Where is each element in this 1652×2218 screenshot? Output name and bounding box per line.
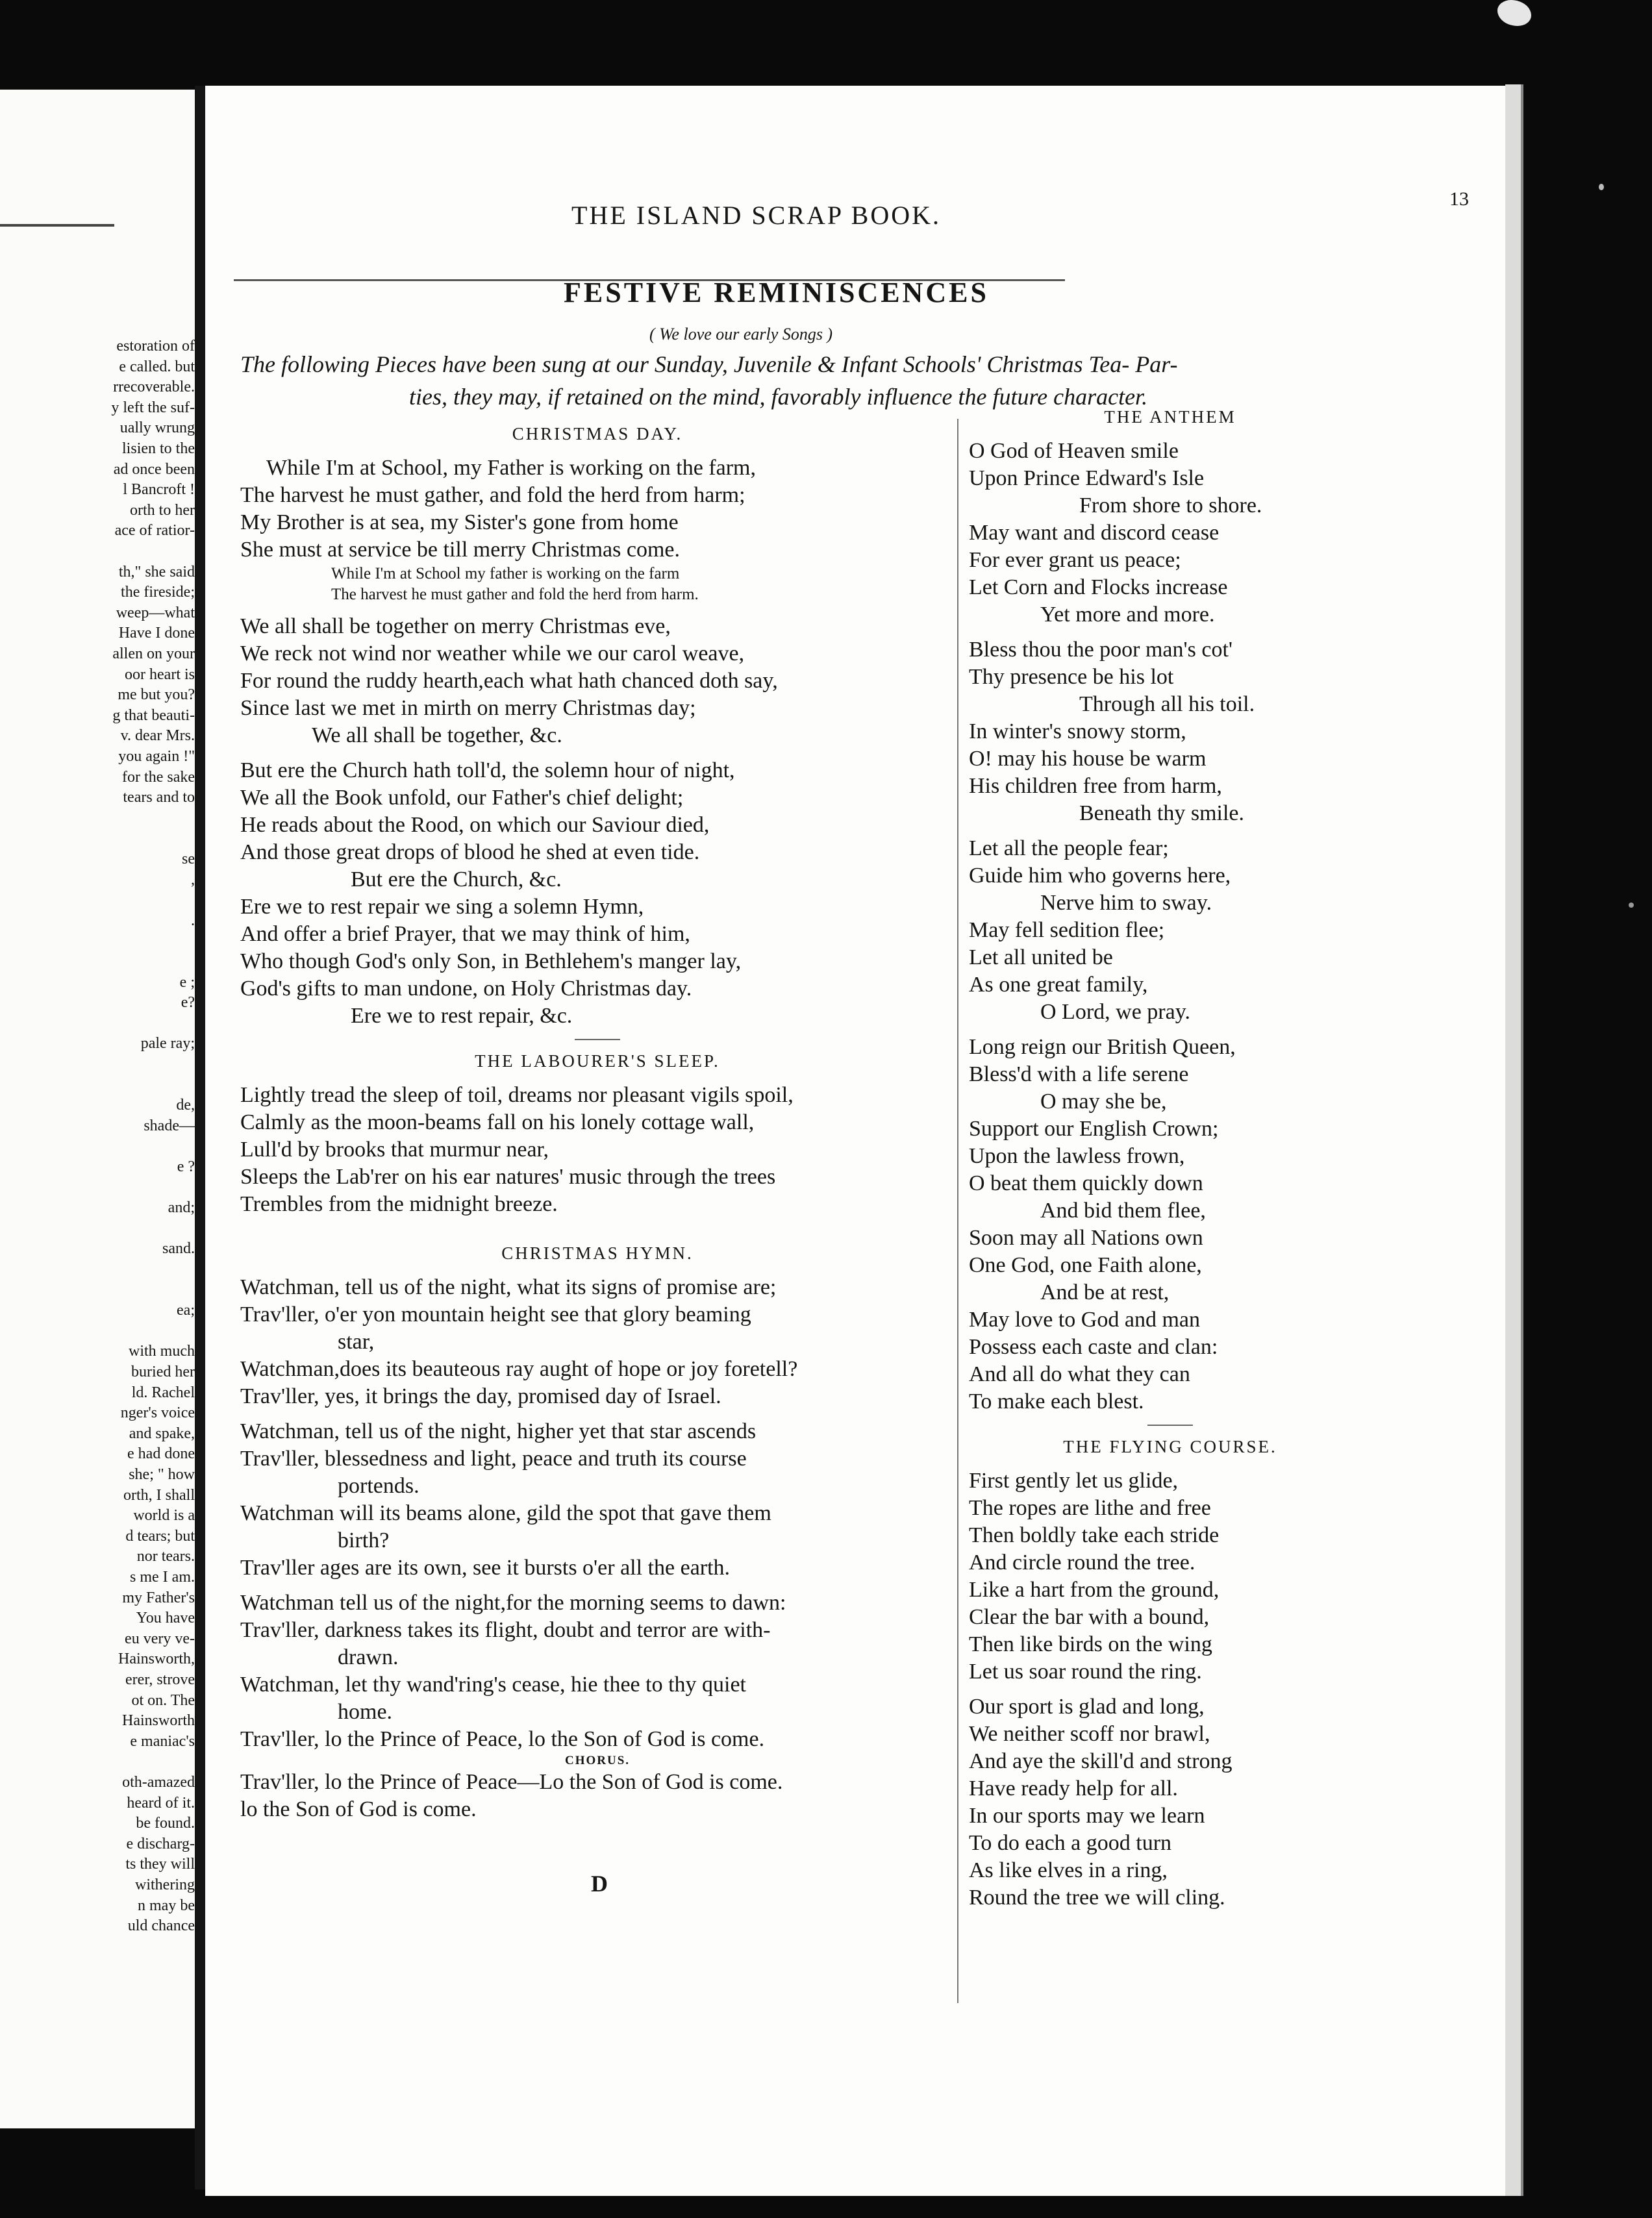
facing-page-line: heard of it. <box>127 1794 195 1812</box>
facing-page-line: Hainsworth, <box>118 1651 195 1668</box>
poem-refrain: But ere the Church, &c. <box>351 867 562 891</box>
poem-line-small: The harvest he must gather and fold the herd from harm. <box>331 586 699 603</box>
facing-page-line: ea; <box>177 1302 195 1319</box>
poem-line: He reads about the Rood, on which our Saviour died, <box>240 813 710 837</box>
chorus-label: CHORUS. <box>564 1754 631 1767</box>
poem-line: The harvest he must gather, and fold the herd from harm; <box>240 483 745 507</box>
facing-page-line: Hainsworth <box>122 1712 195 1730</box>
right-column <box>969 404 1371 1912</box>
poem-line: Who though God's only Son, in Bethlehem's manger lay, <box>240 949 742 973</box>
poem-line: Lull'd by brooks that murmur near, <box>240 1138 549 1162</box>
poem-line-indented: Nerve him to sway. <box>1040 891 1212 915</box>
poem-line: O! may his house be warm <box>969 747 1207 771</box>
poem-line: Trav'ller, lo the Prince of Peace—Lo the Son of God is come. <box>240 1770 783 1794</box>
poem-line: While I'm at School, my Father is working on the farm, <box>266 456 756 480</box>
poem-line: Trav'ller, o'er yon mountain height see that glory beaming <box>240 1302 751 1327</box>
facing-page-line: e? <box>181 994 195 1012</box>
facing-page-line: You have <box>136 1610 195 1627</box>
poem-line: His children free from harm, <box>969 774 1222 798</box>
facing-page-line: , <box>191 871 195 888</box>
poem-title-christmas-hymn: CHRISTMAS HYMN. <box>501 1243 694 1263</box>
page-number: 13 <box>1449 188 1469 210</box>
facing-page-line: allen on your <box>112 645 195 662</box>
intro-line-2: ties, they may, if retained on the mind, favorably influence the future character. <box>409 384 1148 410</box>
poem-line: And all do what they can <box>969 1362 1190 1386</box>
poem-line-continued: star, <box>338 1330 375 1354</box>
poem-line: And offer a brief Prayer, that we may think of him, <box>240 922 690 946</box>
poem-line: O God of Heaven smile <box>969 439 1179 463</box>
poem-line: We neither scoff nor brawl, <box>969 1722 1210 1746</box>
poem-line-small: While I'm at School my father is working on the farm <box>331 565 680 582</box>
poem-refrain: We all shall be together, &c. <box>312 723 562 747</box>
facing-page-line: e ; <box>179 973 195 991</box>
facing-page-line: for the sake <box>122 768 195 786</box>
facing-page-line: s me I am. <box>130 1569 195 1586</box>
poem-line: Trav'ller, yes, it brings the day, promised day of Israel. <box>240 1384 721 1408</box>
poem-line-indented: And be at rest, <box>1040 1280 1170 1304</box>
poem-line: And those great drops of blood he shed at even tide. <box>240 840 700 864</box>
poem-line: Guide him who governs here, <box>969 864 1231 888</box>
facing-page-line: ually wrung <box>119 419 195 437</box>
facing-page-line: be found. <box>136 1815 195 1832</box>
poem-line: For round the ruddy hearth,each what hath chanced doth say, <box>240 669 778 693</box>
facing-page-line: buried her <box>131 1364 195 1380</box>
speck-mark <box>1629 903 1634 908</box>
running-header: THE ISLAND SCRAP BOOK. <box>571 201 942 230</box>
facing-page-line: Have I done <box>118 625 195 642</box>
facing-page-line: world is a <box>133 1507 195 1525</box>
facing-page-line: ad once been <box>113 460 195 478</box>
poem-line: Watchman will its beams alone, gild the spot that gave them <box>240 1501 771 1525</box>
poem-line: Watchman, let thy wand'ring's cease, hie thee to thy quiet <box>240 1673 746 1697</box>
poem-line: One God, one Faith alone, <box>969 1253 1202 1277</box>
facing-page-line: e had done <box>127 1445 195 1463</box>
column-divider <box>957 419 958 2003</box>
poem-line: We all the Book unfold, our Father's chief delight; <box>240 786 684 810</box>
facing-page-line: me but you? <box>118 686 195 704</box>
facing-page-line: e maniac's <box>130 1732 195 1750</box>
poem-line: Possess each caste and clan: <box>969 1335 1218 1359</box>
poem-line: As one great family, <box>969 973 1148 997</box>
facing-page-line: se <box>182 851 195 867</box>
poem-line: O beat them quickly down <box>969 1171 1203 1195</box>
facing-page-line: ld. Rachel <box>131 1384 195 1401</box>
poem-line: Trav'ller, darkness takes its flight, doubt and terror are with- <box>240 1618 771 1642</box>
poem-line: Let Corn and Flocks increase <box>969 575 1228 599</box>
section-title: FESTIVE REMINISCENCES <box>564 277 989 308</box>
poem-line: She must at service be till merry Christmas come. <box>240 538 681 562</box>
facing-page-line: e ? <box>177 1158 195 1175</box>
poem-title-anthem: THE ANTHEM <box>1104 407 1236 427</box>
facing-page-line: e discharg- <box>126 1835 195 1852</box>
facing-page-line: . <box>191 912 195 929</box>
poem-line-continued: portends. <box>338 1474 419 1498</box>
poem-title-flying-course: THE FLYING COURSE. <box>1063 1437 1277 1456</box>
poem-line: The ropes are lithe and free <box>969 1496 1211 1520</box>
poem-line: Support our English Crown; <box>969 1117 1219 1141</box>
poem-line: May fell sedition flee; <box>969 918 1165 942</box>
facing-page-line: uld chance <box>127 1917 195 1935</box>
poem-line: Upon Prince Edward's Isle <box>969 466 1205 490</box>
poem-title-christmas-day: CHRISTMAS DAY. <box>512 424 683 443</box>
speck-mark <box>1599 184 1604 190</box>
facing-page-rule <box>0 224 114 227</box>
poem-line-indented: From shore to shore. <box>1079 493 1262 517</box>
poem-line: Our sport is glad and long, <box>969 1695 1205 1719</box>
poem-line: As like elves in a ring, <box>969 1858 1168 1882</box>
facing-page-line: nger's voice <box>120 1404 195 1422</box>
poem-refrain: Ere we to rest repair, &c. <box>351 1004 573 1028</box>
poem-line: First gently let us glide, <box>969 1469 1179 1493</box>
facing-page-line: and spake, <box>129 1425 195 1442</box>
poem-line: Trav'ller ages are its own, see it bursts o'er all the earth. <box>240 1556 731 1580</box>
facing-page-line: shade— <box>144 1117 195 1134</box>
facing-page-line: n may be <box>138 1897 195 1914</box>
poem-line: Watchman, tell us of the night, higher yet that star ascends <box>240 1419 757 1443</box>
poem-line: Ere we to rest repair we sing a solemn Hymn, <box>240 895 644 919</box>
poem-line: Let us soar round the ring. <box>969 1660 1202 1684</box>
page-edge <box>1505 84 1523 2196</box>
facing-page-line: tears and to <box>123 789 195 806</box>
facing-page-line: sand. <box>162 1240 195 1258</box>
facing-page-line: estoration of <box>116 338 195 355</box>
poem-line: Thy presence be his lot <box>969 665 1174 689</box>
poem-line: May love to God and man <box>969 1308 1200 1332</box>
facing-page-line: erer, strove <box>125 1671 195 1688</box>
poem-line: My Brother is at sea, my Sister's gone from home <box>240 510 679 534</box>
poem-line-indented: Yet more and more. <box>1040 603 1215 627</box>
poem-line: Watchman,does its beauteous ray aught of hope or joy foretell? <box>240 1357 798 1381</box>
facing-page-line: she; " how <box>129 1466 195 1483</box>
poem-line: To do each a good turn <box>969 1831 1172 1855</box>
poem-line: Round the tree we will cling. <box>969 1886 1225 1910</box>
poem-line: Trav'ller, lo the Prince of Peace, lo the Son of God is come. <box>240 1727 765 1751</box>
section-divider <box>1147 1425 1193 1426</box>
poem-line: Watchman tell us of the night,for the morning seems to dawn: <box>240 1591 786 1615</box>
facing-page-line: l Bancroft ! <box>123 481 195 499</box>
poem-line: Trembles from the midnight breeze. <box>240 1192 558 1216</box>
facing-page-line: v. dear Mrs. <box>120 727 195 745</box>
poem-line: Bless thou the poor man's cot' <box>969 638 1233 662</box>
poem-line: Since last we met in mirth on merry Christmas day; <box>240 696 696 720</box>
facing-page-line: weep—what <box>116 604 195 621</box>
poem-line-indented: And bid them flee, <box>1040 1199 1206 1223</box>
poem-line: lo the Son of God is come. <box>240 1797 477 1821</box>
poem-line: Bless'd with a life serene <box>969 1062 1189 1086</box>
facing-page-line: lisien to the <box>122 440 195 457</box>
facing-page-line: with much <box>129 1343 195 1360</box>
facing-page-line: the fireside; <box>121 584 195 601</box>
facing-page-line: you again !" <box>118 748 195 765</box>
facing-page-line: nor tears. <box>136 1548 195 1565</box>
poem-line: But ere the Church hath toll'd, the solemn hour of night, <box>240 758 735 782</box>
poem-line: To make each blest. <box>969 1389 1144 1414</box>
poem-line: Calmly as the moon-beams fall on his lonely cottage wall, <box>240 1110 755 1134</box>
printer-signature-mark: D <box>591 1871 608 1897</box>
poem-line: Like a hart from the ground, <box>969 1578 1220 1602</box>
poem-line: We reck not wind nor weather while we our carol weave, <box>240 642 745 666</box>
poem-line-indented: O may she be, <box>1040 1090 1167 1114</box>
poem-line: Soon may all Nations own <box>969 1226 1203 1250</box>
poem-line-continued: birth? <box>338 1528 390 1552</box>
poem-line-indented: O Lord, we pray. <box>1040 1000 1190 1024</box>
facing-page-line: orth to her <box>130 501 195 519</box>
poem-line: Let all the people fear; <box>969 836 1169 860</box>
facing-page-line: and; <box>168 1199 195 1217</box>
facing-page-line: e called. but <box>119 358 195 375</box>
facing-page-line: ace of ratior- <box>114 522 195 540</box>
left-column <box>240 421 955 1823</box>
poem-line: Then boldly take each stride <box>969 1523 1220 1547</box>
poem-line: And circle round the tree. <box>969 1551 1195 1575</box>
section-subtitle: ( We love our early Songs ) <box>649 325 833 343</box>
poem-line: And aye the skill'd and strong <box>969 1749 1233 1773</box>
poem-line: In winter's snowy storm, <box>969 719 1186 743</box>
poem-line: Upon the lawless frown, <box>969 1144 1185 1168</box>
poem-line-continued: home. <box>338 1700 393 1724</box>
facing-page-line: y left the suf- <box>111 399 195 416</box>
facing-page-line: d tears; but <box>125 1527 195 1545</box>
intro-line-1: The following Pieces have been sung at our Sunday, Juvenile & Infant Schools' Christmas Tea- Par- <box>240 351 1178 377</box>
poem-line: Clear the bar with a bound, <box>969 1605 1210 1629</box>
poem-title-labourers-sleep: THE LABOURER'S SLEEP. <box>475 1051 720 1071</box>
facing-page-line: ts they will <box>125 1856 195 1873</box>
poem-line: Watchman, tell us of the night, what its signs of promise are; <box>240 1275 777 1299</box>
facing-page-line: th," she said <box>118 563 195 580</box>
facing-page-line: g that beauti- <box>112 706 195 724</box>
poem-line: We all shall be together on merry Christmas eve, <box>240 614 671 638</box>
facing-page-line: de, <box>176 1097 195 1114</box>
poem-line: For ever grant us peace; <box>969 548 1181 572</box>
poem-line: May want and discord cease <box>969 521 1220 545</box>
facing-page-line: pale ray; <box>140 1035 195 1053</box>
poem-line: Then like birds on the wing <box>969 1632 1212 1656</box>
section-divider <box>575 1039 620 1040</box>
poem-line: In our sports may we learn <box>969 1804 1205 1828</box>
poem-line: Long reign our British Queen, <box>969 1035 1236 1059</box>
book-gutter <box>195 86 205 2189</box>
poem-line-indented: Through all his toil. <box>1079 692 1255 716</box>
poem-line: Lightly tread the sleep of toil, dreams nor pleasant vigils spoil, <box>240 1083 794 1107</box>
poem-line: Have ready help for all. <box>969 1776 1178 1801</box>
facing-page-line: eu very ve- <box>125 1630 195 1647</box>
facing-page-line: orth, I shall <box>123 1486 195 1504</box>
facing-page-line: oth-amazed <box>122 1774 195 1791</box>
facing-page <box>0 90 195 2128</box>
facing-page-line: oor heart is <box>125 666 195 683</box>
poem-line: God's gifts to man undone, on Holy Christmas day. <box>240 977 692 1001</box>
corner-smudge <box>1497 0 1531 26</box>
facing-page-line: ot on. The <box>131 1691 195 1709</box>
facing-page-line: rrecoverable. <box>113 379 195 396</box>
poem-line-indented: Beneath thy smile. <box>1079 801 1245 825</box>
poem-line: Let all united be <box>969 945 1113 969</box>
poem-line-continued: drawn. <box>338 1645 399 1669</box>
facing-page-line: my Father's <box>122 1589 195 1606</box>
poem-line: Trav'ller, blessedness and light, peace and truth its course <box>240 1447 747 1471</box>
poem-line: Sleeps the Lab'rer on his ear natures' music through the trees <box>240 1165 776 1189</box>
facing-page-line: withering <box>135 1876 195 1893</box>
